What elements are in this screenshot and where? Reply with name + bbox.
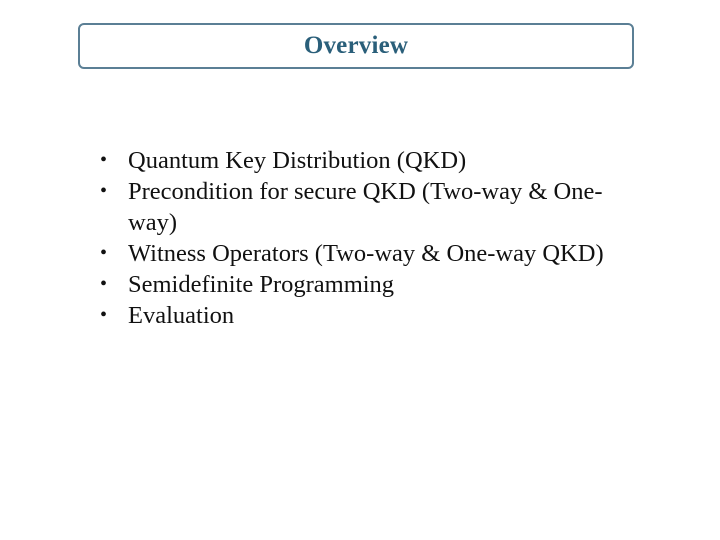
slide-title: Overview: [303, 32, 409, 59]
bullet-text: Precondition for secure QKD (Two-way & One-way): [128, 178, 603, 236]
bullet-text: Evaluation: [128, 302, 235, 329]
bullet-glyph: •: [100, 242, 108, 264]
bullet-text: Witness Operators (Two-way & One-way QKD): [128, 240, 604, 267]
bullet-glyph: •: [100, 180, 108, 202]
bullet-glyph: •: [100, 273, 108, 295]
bullet-text: Quantum Key Distribution (QKD): [128, 147, 467, 174]
bullet-item: [100, 176, 640, 238]
bullet-glyph: •: [100, 149, 108, 171]
bullet-glyph: •: [100, 304, 108, 326]
bullet-item: [100, 269, 640, 300]
bullet-item: [100, 300, 640, 331]
title-box: [78, 23, 634, 69]
bullet-item: [100, 145, 640, 176]
bullet-text: Semidefinite Programming: [128, 271, 395, 298]
bullet-item: [100, 238, 640, 269]
bullet-list: [100, 145, 640, 331]
